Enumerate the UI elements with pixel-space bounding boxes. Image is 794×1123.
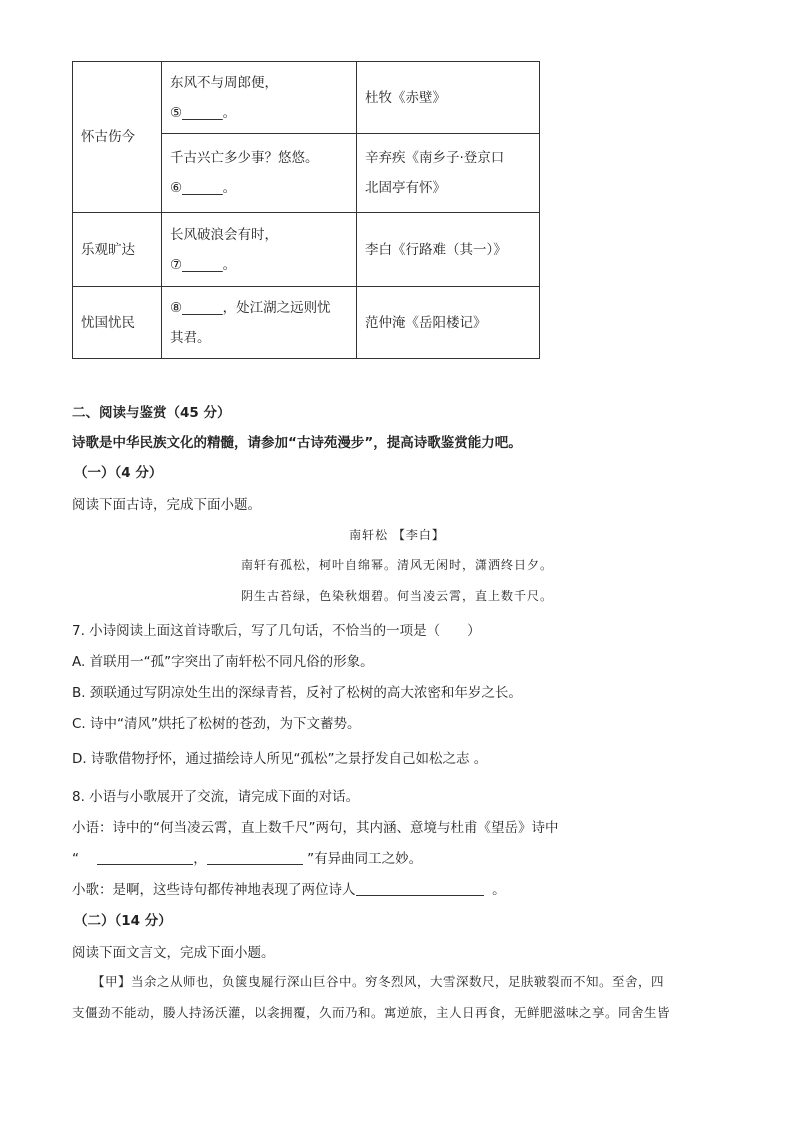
poem-line-cell (162, 213, 357, 287)
part2-heading: （二）（14 分） (74, 913, 172, 929)
poem-line-cell (162, 62, 357, 134)
option-d: D. 诗歌借物抒怀，通过描绘诗人所见“孤松”之景抒发自己如松之志 。 (72, 751, 488, 767)
poem-line-2: 阴生古苔绿，色染秋烟碧。何当凌云霄，直上数千尺。 (240, 589, 553, 603)
quote-open: “ (72, 851, 79, 867)
poem-blank-line: ⑤______。 (170, 104, 237, 121)
poem-blank-line: ⑦______。 (170, 256, 237, 273)
table-row (73, 213, 540, 287)
source-cell: 李白《行路难（其一）》 (357, 213, 540, 287)
poem-blank-line: ⑥______。 (170, 180, 237, 196)
table-row (73, 62, 540, 134)
poem-line: 其君。 (170, 329, 211, 346)
source-cell: 范仲淹《岳阳楼记》 (357, 287, 540, 359)
answer-blank-2[interactable] (207, 850, 303, 865)
source-cell: 杜牧《赤壁》 (357, 62, 540, 134)
poetry-table (72, 61, 540, 359)
part1-heading: （一）（4 分） (74, 465, 163, 481)
passage-line-1: 【甲】当余之从师也，负箧曳屣行深山巨谷中。穷冬烈风，大雪深数尺，足肤皲裂而不知。至舍，四 (92, 974, 665, 989)
category-cell: 忧国忧民 (73, 287, 162, 359)
table-row (73, 287, 540, 359)
poem-title: 南轩松 【李白】 (349, 528, 445, 542)
xiaoge-text: 小歌：是啊，这些诗句都传神地表现了两位诗人 (72, 882, 356, 898)
poem-blank-line: ⑧______，处江湖之远则忧 (170, 299, 331, 316)
xiaoyu-line: 小语：诗中的“何当凌云霄，直上数千尺”两句，其内涵、意境与杜甫《望岳》诗中 (72, 820, 559, 836)
source-line: 辛弃疾《南乡子·登京口 (365, 150, 505, 166)
quote-close: ”有异曲同工之妙。 (307, 851, 423, 867)
poem-line-cell (162, 134, 357, 213)
comma: ， (193, 851, 207, 867)
category-cell: 怀古伤今 (73, 62, 162, 213)
poem-line: 长风破浪会有时， (170, 226, 278, 243)
answer-blank-1[interactable] (97, 850, 193, 865)
question-8-stem: 8. 小语与小歌展开了交流，请完成下面的对话。 (72, 789, 360, 805)
option-b: B. 颈联通过写阴凉处生出的深绿青苔，反衬了松树的高大浓密和年岁之长。 (72, 685, 522, 701)
poem-line: 东风不与周郎便， (170, 74, 278, 91)
answer-blank-3[interactable] (356, 881, 484, 896)
poem-line-cell (162, 287, 357, 359)
option-c: C. 诗中“清风”烘托了松树的苍劲，为下文蓄势。 (72, 716, 361, 732)
poem-line-1: 南轩有孤松，柯叶自绵幂。清风无闲时，潇洒终日夕。 (240, 558, 553, 572)
source-line: 北固亭有怀》 (365, 180, 446, 196)
xiaoge-line (72, 878, 506, 898)
option-a: A. 首联用一“孤”字突出了南轩松不同凡俗的形象。 (72, 654, 374, 670)
poem-line: 千古兴亡多少事？悠悠。 (170, 150, 319, 166)
question-7-stem: 7. 小诗阅读上面这首诗歌后，写了几句话，不恰当的一项是（ ） (72, 623, 481, 639)
section-heading: 二、阅读与鉴赏（45 分） (72, 405, 231, 421)
fill-blank-line (72, 847, 422, 867)
period: 。 (492, 882, 506, 898)
part2-instruction: 阅读下面文言文，完成下面小题。 (72, 945, 275, 961)
passage-line-2: 支僵劲不能动，媵人持汤沃灌，以衾拥覆，久而乃和。寓逆旅，主人日再食，无鲜肥滋味之享。同舍生皆 (72, 1005, 671, 1020)
part1-instruction: 阅读下面古诗，完成下面小题。 (72, 497, 261, 513)
source-cell (357, 134, 540, 213)
section-intro: 诗歌是中华民族文化的精髓，请参加“古诗苑漫步”，提高诗歌鉴赏能力吧。 (72, 435, 522, 451)
category-cell: 乐观旷达 (73, 213, 162, 287)
